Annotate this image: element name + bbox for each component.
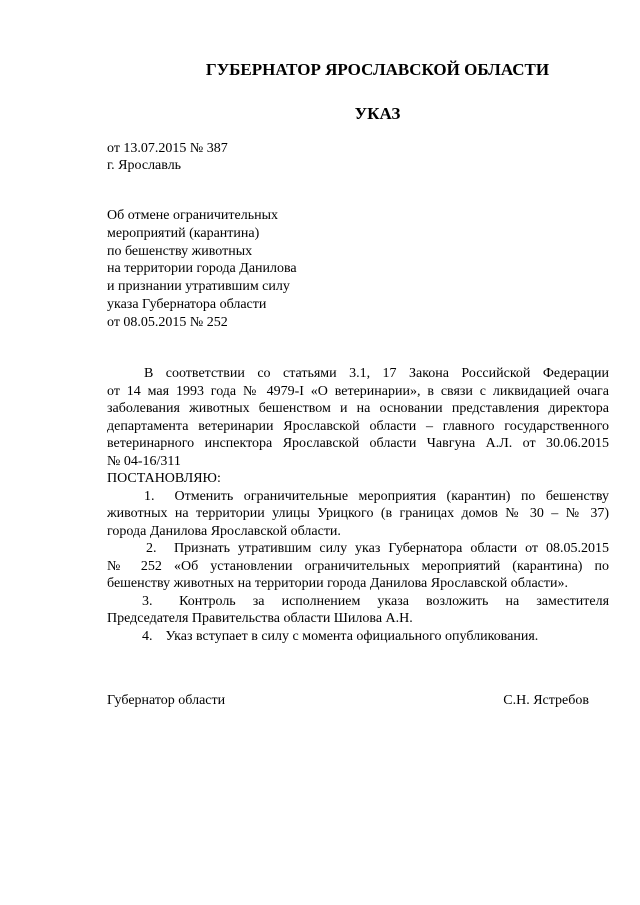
document-type: УКАЗ	[354, 104, 401, 123]
item-3-line: Председателя Правительства области Шилова А.Н.	[107, 611, 413, 626]
signature-name: С.Н. Ястребов	[503, 693, 589, 708]
city: г. Ярославль	[107, 158, 182, 173]
preamble-line: ветеринарного инспектора Ярославской области Чавгуна А.Л. от 30.06.2015	[107, 436, 609, 451]
item-2-text: Признать утратившим силу указ Губернатора области от 08.05.2015	[173, 541, 609, 556]
item-4-number: 4.	[142, 628, 153, 644]
subject-line: по бешенству животных	[107, 243, 253, 259]
item-1-number: 1.	[144, 488, 155, 504]
preamble-line: заболевания животных бешенством и на основании представления директора	[107, 401, 609, 416]
item-3-line	[107, 593, 609, 611]
subject-line: от 08.05.2015 № 252	[107, 314, 228, 330]
preamble-line: департамента ветеринарии Ярославской области – главного государственного	[107, 418, 609, 434]
preamble-line: № 04-16/311	[107, 453, 181, 469]
item-2-number: 2.	[146, 541, 157, 556]
subject-line: на территории города Данилова	[107, 261, 297, 277]
subject-line: Об отмене ограничительных	[107, 208, 279, 223]
item-4-text: Указ вступает в силу с момента официального опубликования.	[165, 628, 539, 644]
item-3-number: 3.	[142, 593, 153, 609]
item-1-text: Отменить ограничительные мероприятия (карантин) по бешенству	[174, 488, 610, 504]
document-body	[107, 365, 609, 645]
date-number: от 13.07.2015 № 387	[107, 141, 228, 156]
item-1-line: животных на территории улицы Урицкого (в границах домов № 30 – № 37)	[107, 506, 609, 521]
document-meta	[107, 140, 228, 174]
document-header-title: ГУБЕРНАТОР ЯРОСЛАВСКОЙ ОБЛАСТИ	[205, 60, 550, 79]
item-1-line: города Данилова Ярославской области.	[107, 523, 341, 539]
preamble-line: от 14 мая 1993 года № 4979-I «О ветеринарии», в связи с ликвидацией очага	[107, 383, 609, 399]
subject-line: указа Губернатора области	[107, 296, 267, 312]
item-3-text: Контроль за исполнением указа возложить на заместителя	[179, 593, 610, 609]
subject-line: мероприятий (карантина)	[107, 225, 260, 241]
subject-line: и признании утратившим силу	[107, 279, 290, 295]
item-1-line	[107, 488, 609, 506]
item-2-line	[107, 540, 609, 558]
item-2-line: № 252 «Об установлении ограничительных мероприятий (карантина) по	[107, 558, 609, 574]
item-2-line: бешенству животных на территории города Данилова Ярославской области».	[107, 576, 568, 591]
item-4-line	[107, 628, 609, 646]
preamble-line: В соответствии со статьями 3.1, 17 Закона Российской Федерации	[144, 366, 609, 381]
decree-word: ПОСТАНОВЛЯЮ:	[107, 471, 221, 486]
document-subject	[107, 207, 297, 332]
signature-position: Губернатор области	[107, 693, 226, 708]
